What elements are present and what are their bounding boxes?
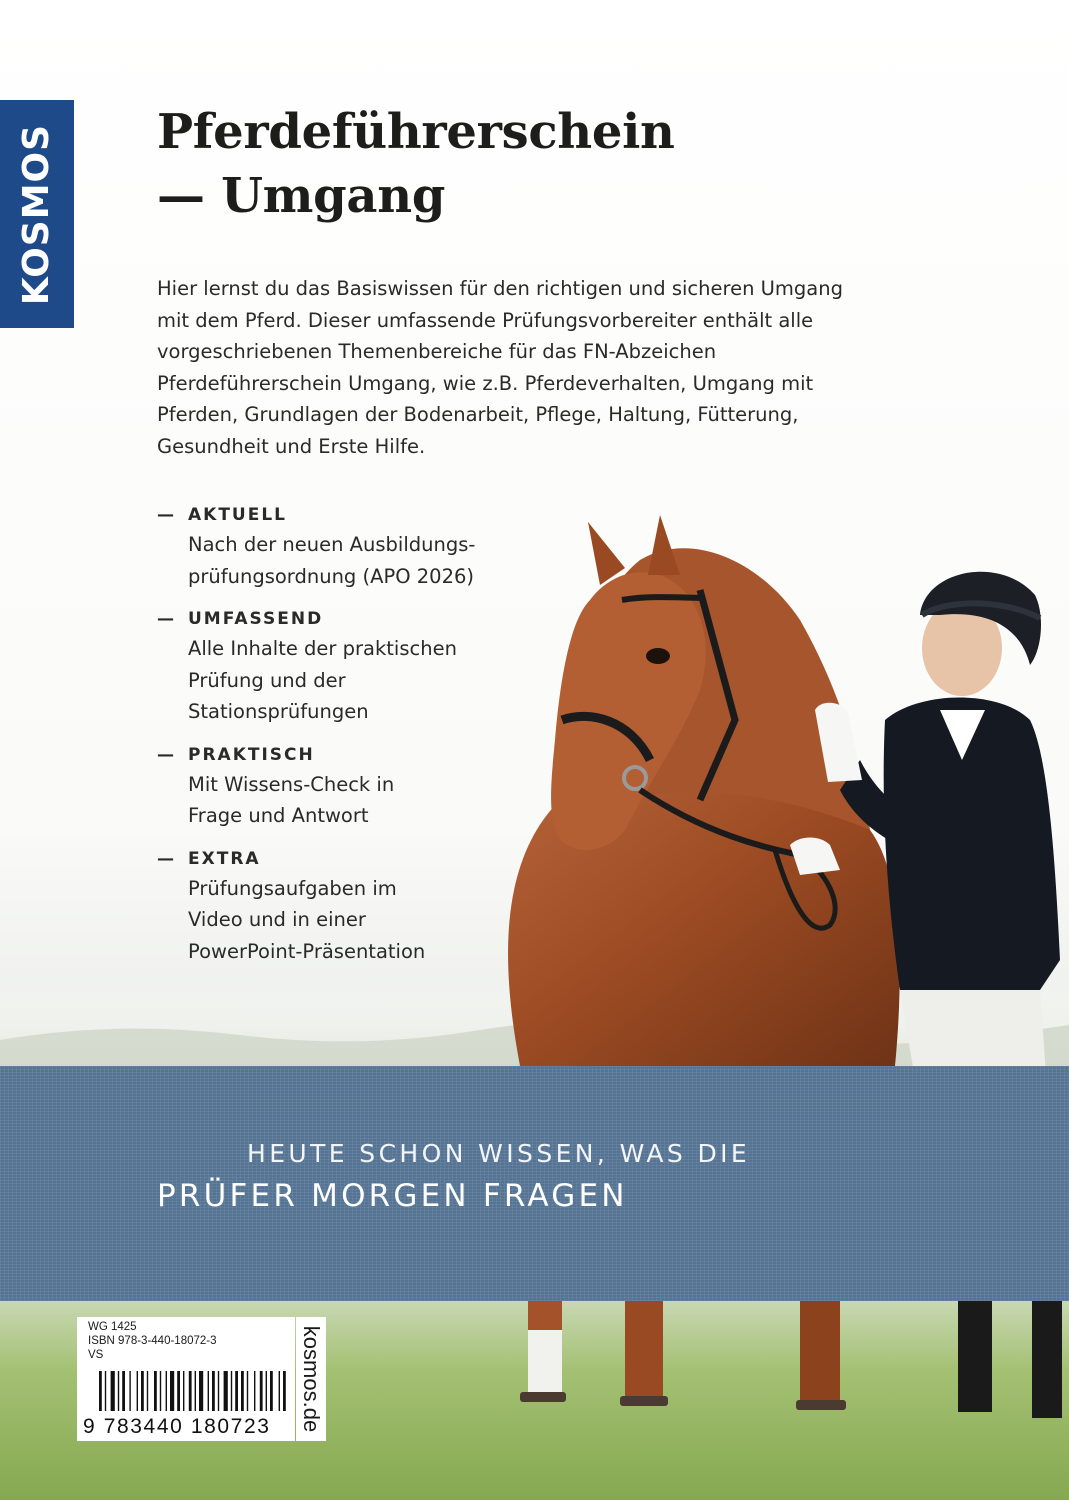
feature-list [157,502,577,981]
barcode-digits: 9 783440 180723 [83,1415,271,1438]
feature-heading: — AKTUELL [157,505,288,525]
website-url: kosmos.de [299,1325,324,1433]
feature-heading: — EXTRA [157,848,261,869]
tagline-line-1: HEUTE SCHON WISSEN, WAS DIE [247,1139,751,1168]
book-title-line-2: — Umgang [157,168,446,224]
publisher-name: KOSMOS [16,123,58,305]
barcode-label [77,1317,295,1441]
tagline-line-2: PRÜFER MORGEN FRAGEN [157,1178,628,1214]
feature-text: Mit Wissens-Check in Frage und Antwort [188,772,395,827]
feature-item [157,606,577,728]
feature-item [157,502,577,592]
isbn-number: ISBN 978-3-440-18072-3 [88,1335,217,1347]
feature-heading: — PRAKTISCH [157,744,315,765]
publisher-logo [0,100,74,328]
feature-item [157,846,577,968]
website-label [296,1317,326,1441]
feature-text: Prüfungsaufgaben im Video und in einer PowerPoint-Präsentation [188,876,426,963]
feature-heading: — UMFASSEND [157,609,324,629]
vs-marker: VS [88,1349,104,1361]
feature-text: Nach der neuen Ausbildungs- prüfungsordnung (APO 2026) [188,533,476,588]
book-title-line-1: Pferdeführerschein [157,104,675,160]
book-title [157,100,675,228]
product-group: WG 1425 [88,1321,137,1333]
feature-text: Alle Inhalte der praktischen Prüfung und der Stationsprüfungen [188,637,457,723]
barcode-icon [77,1371,295,1415]
feature-item [157,742,577,832]
book-description: Hier lernst du das Basiswissen für den richtigen und sicheren Umgang mit dem Pferd. Dieser umfassende Prüfungsvorbereiter enthält alle vorgeschriebenen Themenbereiche für das FN-Abzeichen Pferdeführerschein Umgang, wie z.B. Pferdeverhalten, Umgang mit Pferden, Grundlagen der Bodenarbeit, Pflege, Haltung, Fütterung, Gesundheit und Erste Hilfe. [157,277,843,458]
